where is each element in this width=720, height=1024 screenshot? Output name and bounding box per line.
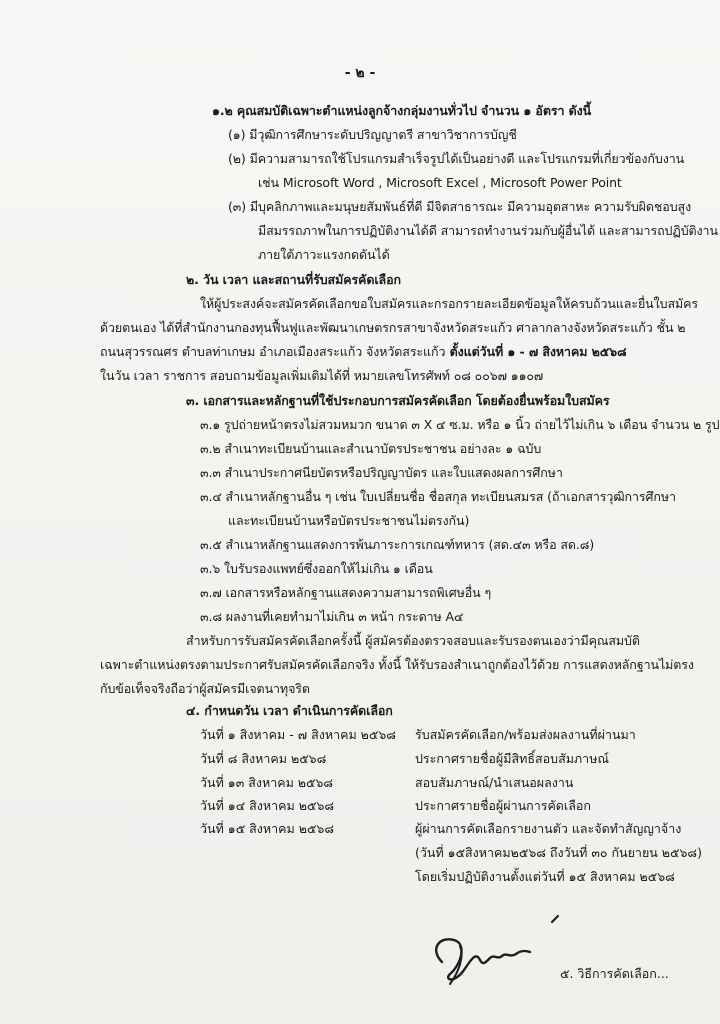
- qualification-item-3: (๓) มีบุคลิกภาพและมนุษยสัมพันธ์ที่ดี มีจิตสาธารณะ มีความอุตสาหะ ความรับผิดชอบสูง: [228, 199, 692, 214]
- section-1-2-heading: ๑.๒ คุณสมบัติเฉพาะตำแหน่งลูกจ้างกลุ่มงานทั่วไป จำนวน ๑ อัตรา ดังนี้: [212, 103, 592, 118]
- schedule-date: วันที่ ๑๕ สิงหาคม ๒๕๖๘: [200, 821, 334, 836]
- document-item: ๓.๕ สำเนาหลักฐานแสดงการพ้นภาระการเกณฑ์ทหาร (สด.๔๓ หรือ สด.๘): [200, 537, 595, 552]
- next-page-indicator: ๕. วิธีการคัดเลือก...: [560, 966, 669, 981]
- page-number: - ๒ -: [344, 65, 376, 81]
- qualification-item-2-cont: เช่น Microsoft Word , Microsoft Excel , Microsoft Power Point: [258, 175, 622, 190]
- contract-period: (วันที่ ๑๕สิงหาคม๒๕๖๘ ถึงวันที่ ๓๐ กันยายน ๒๕๖๘): [415, 845, 702, 860]
- section-2-address: ถนนสุวรรณศร ตำบลท่าเกษม อำเภอเมืองสระแก้ว จังหวัดสระแก้ว: [100, 344, 446, 359]
- schedule-date: วันที่ ๑๔ สิงหาคม ๒๕๖๘: [200, 798, 334, 813]
- document-item-cont: และทะเบียนบ้านหรือบัตรประชาชนไม่ตรงกัน): [228, 513, 470, 528]
- section-2-line-4: ในวัน เวลา ราชการ สอบถามข้อมูลเพิ่มเติมได้ที่ หมายเลขโทรศัพท์ ๐๘ ๐๐๖๗ ๑๑๐๗: [100, 368, 544, 383]
- schedule-desc: สอบสัมภาษณ์/นำเสนอผลงาน: [415, 775, 574, 790]
- section-3-heading: ๓. เอกสารและหลักฐานที่ใช้ประกอบการสมัครคัดเลือก โดยต้องยื่นพร้อมใบสมัคร: [186, 393, 610, 408]
- section-2-line-2: ด้วยตนเอง ได้ที่สำนักงานกองทุนฟื้นฟูและพัฒนาเกษตรกรสาขาจังหวัดสระแก้ว ศาลากลางจังหวัดสระแก้ว ชั้น ๒: [100, 320, 686, 335]
- handwritten-signature: [420, 900, 560, 1000]
- section-2-dates: ตั้งแต่วันที่ ๑ - ๗ สิงหาคม ๒๕๖๘: [445, 344, 627, 359]
- document-item: ๓.๑ รูปถ่ายหน้าตรงไม่สวมหมวก ขนาด ๓ X ๔ ซ.ม. หรือ ๑ นิ้ว ถ่ายไว้ไม่เกิน ๖ เดือน จำนวน ๒ รูป: [200, 417, 720, 432]
- schedule-date: วันที่ ๘ สิงหาคม ๒๕๖๘: [200, 751, 327, 766]
- schedule-date: วันที่ ๑ สิงหาคม - ๗ สิงหาคม ๒๕๖๘: [200, 727, 396, 742]
- section-4-heading: ๔. กำหนดวัน เวลา ดำเนินการคัดเลือก: [186, 703, 393, 718]
- qualification-item-3-cont2: ภายใต้ภาวะแรงกดดันได้: [258, 247, 390, 262]
- section-2-heading: ๒. วัน เวลา และสถานที่รับสมัครคัดเลือก: [186, 272, 401, 287]
- qualification-item-2: (๒) มีความสามารถใช้โปรแกรมสำเร็จรูปได้เป็นอย่างดี และโปรแกรมที่เกี่ยวข้องกับงาน: [228, 151, 685, 166]
- schedule-desc: ประกาศรายชื่อผู้มีสิทธิ์สอบสัมภาษณ์: [415, 751, 610, 766]
- document-item: ๓.๗ เอกสารหรือหลักฐานแสดงความสามารถพิเศษอื่น ๆ: [200, 585, 492, 600]
- qualification-item-3-cont: มีสมรรถภาพในการปฏิบัติงานได้ดี สามารถทำงานร่วมกับผู้อื่นได้ และสามารถปฏิบัติงาน: [258, 223, 718, 238]
- document-item: ๓.๔ สำเนาหลักฐานอื่น ๆ เช่น ใบเปลี่ยนชื่อ ชื่อสกุล ทะเบียนสมรส (ถ้าเอกสารวุฒิการศึกษา: [200, 489, 676, 504]
- schedule-date: วันที่ ๑๓ สิงหาคม ๒๕๖๘: [200, 775, 334, 790]
- section-2-line-1: ให้ผู้ประสงค์จะสมัครคัดเลือกขอใบสมัครและกรอกรายละเอียดข้อมูลให้ครบถ้วนและยื่นใบสมัคร: [200, 296, 698, 311]
- work-start: โดยเริ่มปฏิบัติงานตั้งแต่วันที่ ๑๕ สิงหาคม ๒๕๖๘: [415, 869, 675, 884]
- document-item: ๓.๒ สำเนาทะเบียนบ้านและสำเนาบัตรประชาชน อย่างละ ๑ ฉบับ: [200, 441, 542, 456]
- note-line-2: เฉพาะตำแหน่งตรงตามประกาศรับสมัครคัดเลือกจริง ทั้งนี้ ให้รับรองสำเนาถูกต้องไว้ด้วย การแสดงหลักฐานไม่ตรง: [100, 657, 694, 672]
- schedule-desc: ประกาศรายชื่อผู้ผ่านการคัดเลือก: [415, 798, 591, 813]
- document-item: ๓.๓ สำเนาประกาศนียบัตรหรือปริญญาบัตร และใบแสดงผลการศึกษา: [200, 465, 563, 480]
- document-item: ๓.๖ ใบรับรองแพทย์ซึ่งออกให้ไม่เกิน ๑ เดือน: [200, 561, 433, 576]
- section-2-line-3: [100, 343, 627, 361]
- schedule-desc: ผู้ผ่านการคัดเลือกรายงานตัว และจัดทำสัญญาจ้าง: [415, 821, 682, 836]
- document-item: ๓.๘ ผลงานที่เคยทำมาไม่เกิน ๓ หน้า กระดาษ A๔: [200, 609, 464, 624]
- note-line-3: กับข้อเท็จจริงถือว่าผู้สมัครมีเจตนาทุจริต: [100, 681, 310, 696]
- qualification-item-1: (๑) มีวุฒิการศึกษาระดับปริญญาตรี สาขาวิชาการบัญชี: [228, 127, 517, 142]
- note-line-1: สำหรับการรับสมัครคัดเลือกครั้งนี้ ผู้สมัครต้องตรวจสอบและรับรองตนเองว่ามีคุณสมบัติ: [186, 633, 640, 648]
- schedule-desc: รับสมัครคัดเลือก/พร้อมส่งผลงานที่ผ่านมา: [415, 727, 636, 742]
